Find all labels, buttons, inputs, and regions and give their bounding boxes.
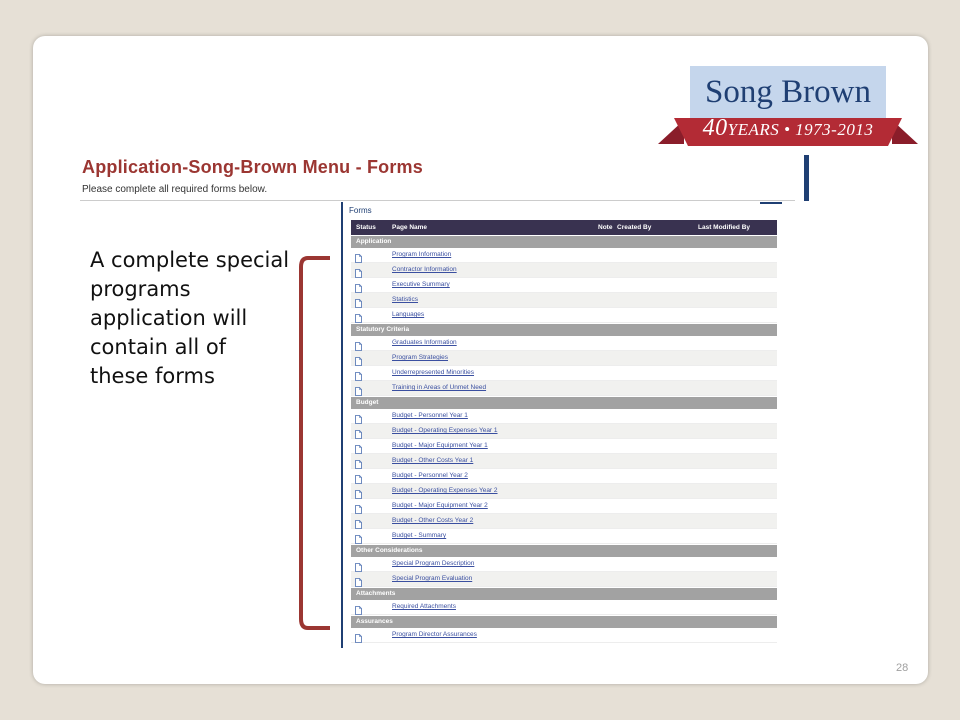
form-link[interactable]: Budget - Operating Expenses Year 1 [392, 427, 498, 434]
form-link[interactable]: Budget - Major Equipment Year 1 [392, 442, 488, 449]
form-link[interactable]: Underrepresented Minorities [392, 369, 475, 376]
header-note: Note [598, 224, 613, 231]
document-icon [355, 456, 362, 465]
table-row [351, 409, 777, 424]
form-link[interactable]: Special Program Description [392, 560, 475, 567]
form-link[interactable]: Budget - Personnel Year 1 [392, 412, 468, 419]
document-icon [355, 486, 362, 495]
table-row [351, 439, 777, 454]
table-row [351, 381, 777, 396]
form-link[interactable]: Training in Areas of Unmet Need [392, 384, 487, 391]
document-icon [355, 426, 362, 435]
page-title: Application-Song-Brown Menu - Forms [82, 157, 423, 177]
document-icon [355, 516, 362, 525]
section-header: Statutory Criteria [351, 324, 777, 336]
document-icon [355, 559, 362, 568]
form-link[interactable]: Program Strategies [392, 354, 448, 361]
header-created-by: Created By [617, 224, 652, 231]
forms-table [351, 220, 777, 643]
document-icon [355, 383, 362, 392]
document-icon [355, 353, 362, 362]
table-header [351, 220, 777, 235]
form-link[interactable]: Program Information [392, 251, 452, 258]
form-link[interactable]: Budget - Summary [392, 532, 447, 539]
table-row [351, 572, 777, 587]
table-row [351, 557, 777, 572]
document-icon [355, 411, 362, 420]
table-row [351, 499, 777, 514]
table-row [351, 293, 777, 308]
table-row [351, 600, 777, 615]
table-row [351, 454, 777, 469]
logo-banner-text [690, 113, 886, 145]
table-row [351, 424, 777, 439]
document-icon [355, 441, 362, 450]
table-row [351, 351, 777, 366]
table-row [351, 308, 777, 323]
table-row [351, 484, 777, 499]
document-icon [355, 574, 362, 583]
table-row [351, 514, 777, 529]
section-header: Budget [351, 397, 777, 409]
document-icon [355, 368, 362, 377]
form-link[interactable]: Required Attachments [392, 603, 456, 610]
logo-name: Song Brown [705, 74, 871, 110]
divider-bar [804, 155, 809, 201]
table-row [351, 278, 777, 293]
caption-text: A complete special programs application will contain all of these forms [90, 248, 290, 388]
section-header: Attachments [351, 588, 777, 600]
document-icon [355, 602, 362, 611]
table-body [351, 236, 777, 643]
form-link[interactable]: Budget - Operating Expenses Year 2 [392, 487, 498, 494]
header-last-modified-by: Last Modified By [698, 224, 751, 231]
forms-label: Forms [349, 206, 372, 215]
form-link[interactable]: Budget - Personnel Year 2 [392, 472, 468, 479]
table-row [351, 469, 777, 484]
table-row [351, 263, 777, 278]
document-icon [355, 471, 362, 480]
title-rule [80, 200, 795, 201]
table-row [351, 628, 777, 643]
document-icon [355, 295, 362, 304]
section-header: Application [351, 236, 777, 248]
document-icon [355, 338, 362, 347]
form-link[interactable]: Executive Summary [392, 281, 450, 288]
song-brown-logo [658, 66, 918, 148]
form-link[interactable]: Budget - Other Costs Year 2 [392, 517, 474, 524]
page-number: 28 [896, 662, 909, 674]
forms-panel [341, 202, 783, 648]
table-row [351, 248, 777, 263]
form-link[interactable]: Languages [392, 311, 425, 318]
form-link[interactable]: Special Program Evaluation [392, 575, 473, 582]
logo-banner-years: YEARS • 1973-2013 [727, 120, 874, 139]
bracket [298, 255, 332, 631]
form-link[interactable]: Budget - Other Costs Year 1 [392, 457, 474, 464]
logo-banner-number: 40 [702, 115, 728, 141]
section-header: Assurances [351, 616, 777, 628]
document-icon [355, 265, 362, 274]
document-icon [355, 501, 362, 510]
document-icon [355, 250, 362, 259]
table-row [351, 336, 777, 351]
form-link[interactable]: Budget - Major Equipment Year 2 [392, 502, 488, 509]
section-header: Other Considerations [351, 545, 777, 557]
document-icon [355, 310, 362, 319]
document-icon [355, 280, 362, 289]
form-link[interactable]: Graduates Information [392, 339, 457, 346]
document-icon [355, 630, 362, 639]
header-page-name: Page Name [392, 224, 428, 231]
document-icon [355, 531, 362, 540]
form-link[interactable]: Contractor Information [392, 266, 457, 273]
form-link[interactable]: Program Director Assurances [392, 631, 477, 638]
form-link[interactable]: Statistics [392, 296, 419, 303]
page-subtitle: Please complete all required forms below. [82, 184, 268, 195]
table-row [351, 529, 777, 544]
table-row [351, 366, 777, 381]
header-status: Status [356, 224, 376, 231]
